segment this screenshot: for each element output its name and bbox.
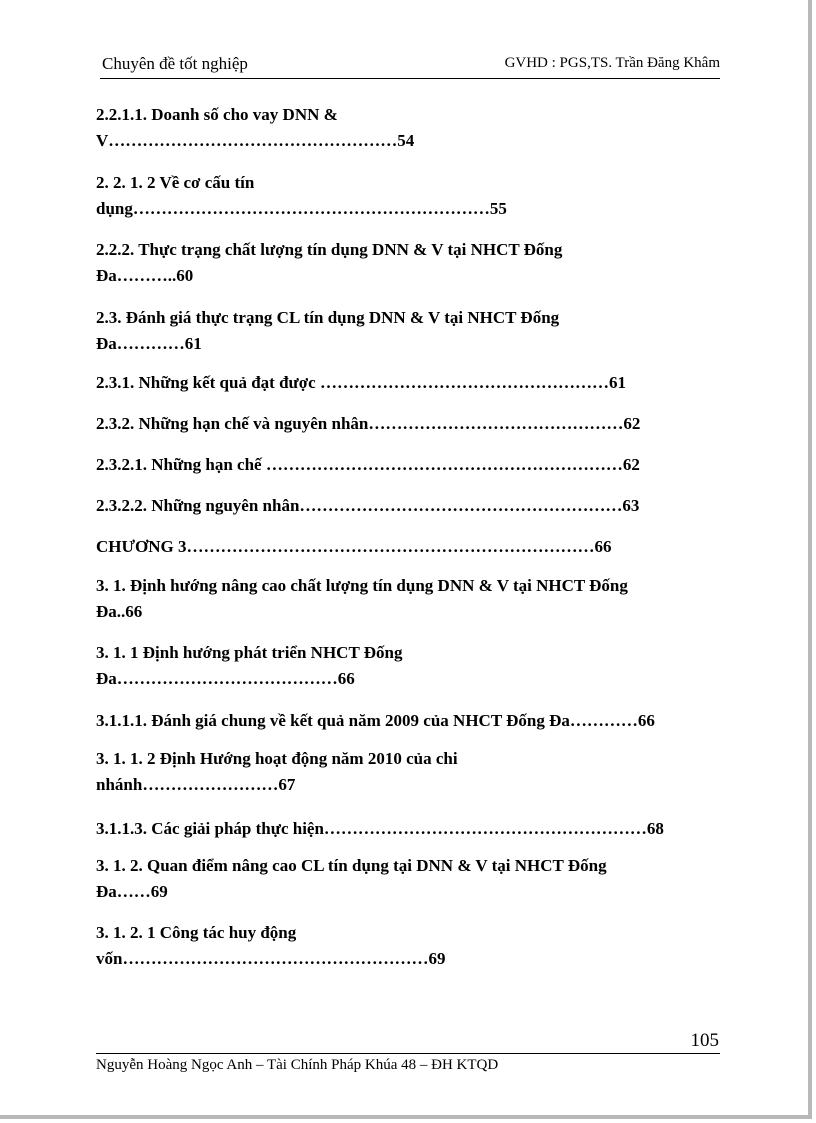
page-header: [100, 52, 720, 79]
toc-entry-line: Đa…………………………………66: [96, 669, 355, 688]
toc-entry-line: 3. 1. 2. Quan điểm nâng cao CL tín dụng tại DNN & V tại NHCT Đống: [96, 856, 607, 875]
toc-entry-line: Đa..66: [96, 602, 143, 621]
toc-entry-line: 2.3. Đánh giá thực trạng CL tín dụng DNN & V tại NHCT Đống: [96, 308, 560, 327]
page-footer: Nguyễn Hoàng Ngọc Anh – Tài Chính Pháp Khúa 48 – ĐH KTQD: [96, 1053, 720, 1074]
toc-entry-line: 2.2.1.1. Doanh số cho vay DNN &: [96, 105, 338, 124]
toc-entry-line: 2.3.2. Những hạn chế và nguyên nhân………………………………………62: [96, 414, 641, 433]
toc-entry-line: 2.3.2.1. Những hạn chế ………………………………………………………62: [96, 455, 640, 474]
toc-entry-line: V……………………………………………54: [96, 131, 415, 150]
toc-entry-line: nhánh……………………67: [96, 775, 296, 794]
toc-entry-line: 2. 2. 1. 2 Về cơ cấu tín: [96, 173, 255, 192]
toc-entry-line: 3.1.1.1. Đánh giá chung về kết quả năm 2009 của NHCT Đống Đa…………66: [96, 711, 655, 730]
toc-entry-line: Đa…………61: [96, 334, 202, 353]
toc-entry-line: 3. 1. 1 Định hướng phát triển NHCT Đống: [96, 643, 403, 662]
toc-entry-line: 2.2.2. Thực trạng chất lượng tín dụng DNN & V tại NHCT Đống: [96, 240, 563, 259]
toc-entry-line: vốn………………………………………………69: [96, 949, 446, 968]
toc-entry-line: Đa……69: [96, 882, 168, 901]
toc-entry-line: dụng………………………………………………………55: [96, 199, 507, 218]
toc-entry-line: 3. 1. 1. 2 Định Hướng hoạt động năm 2010 của chi: [96, 749, 458, 768]
toc-entry-line: 3.1.1.3. Các giải pháp thực hiện…………………………………………………68: [96, 819, 664, 838]
toc-entry-line: 3. 1. Định hướng nâng cao chất lượng tín dụng DNN & V tại NHCT Đống: [96, 576, 628, 595]
header-title: Chuyên đề tốt nghiệp: [102, 54, 248, 73]
toc-entry-line: CHƯƠNG 3………………………………………………………………66: [96, 537, 612, 556]
toc-entry-line: 3. 1. 2. 1 Công tác huy động: [96, 923, 297, 942]
page-number: 105: [690, 1030, 719, 1051]
header-supervisor: GVHD : PGS,TS. Trần Đăng Khâm: [504, 55, 720, 71]
toc-entry-line: 2.3.1. Những kết quả đạt được ……………………………………………61: [96, 373, 626, 392]
toc-entry-line: Đa………..60: [96, 266, 194, 285]
toc-entry-line: 2.3.2.2. Những nguyên nhân…………………………………………………63: [96, 496, 640, 515]
